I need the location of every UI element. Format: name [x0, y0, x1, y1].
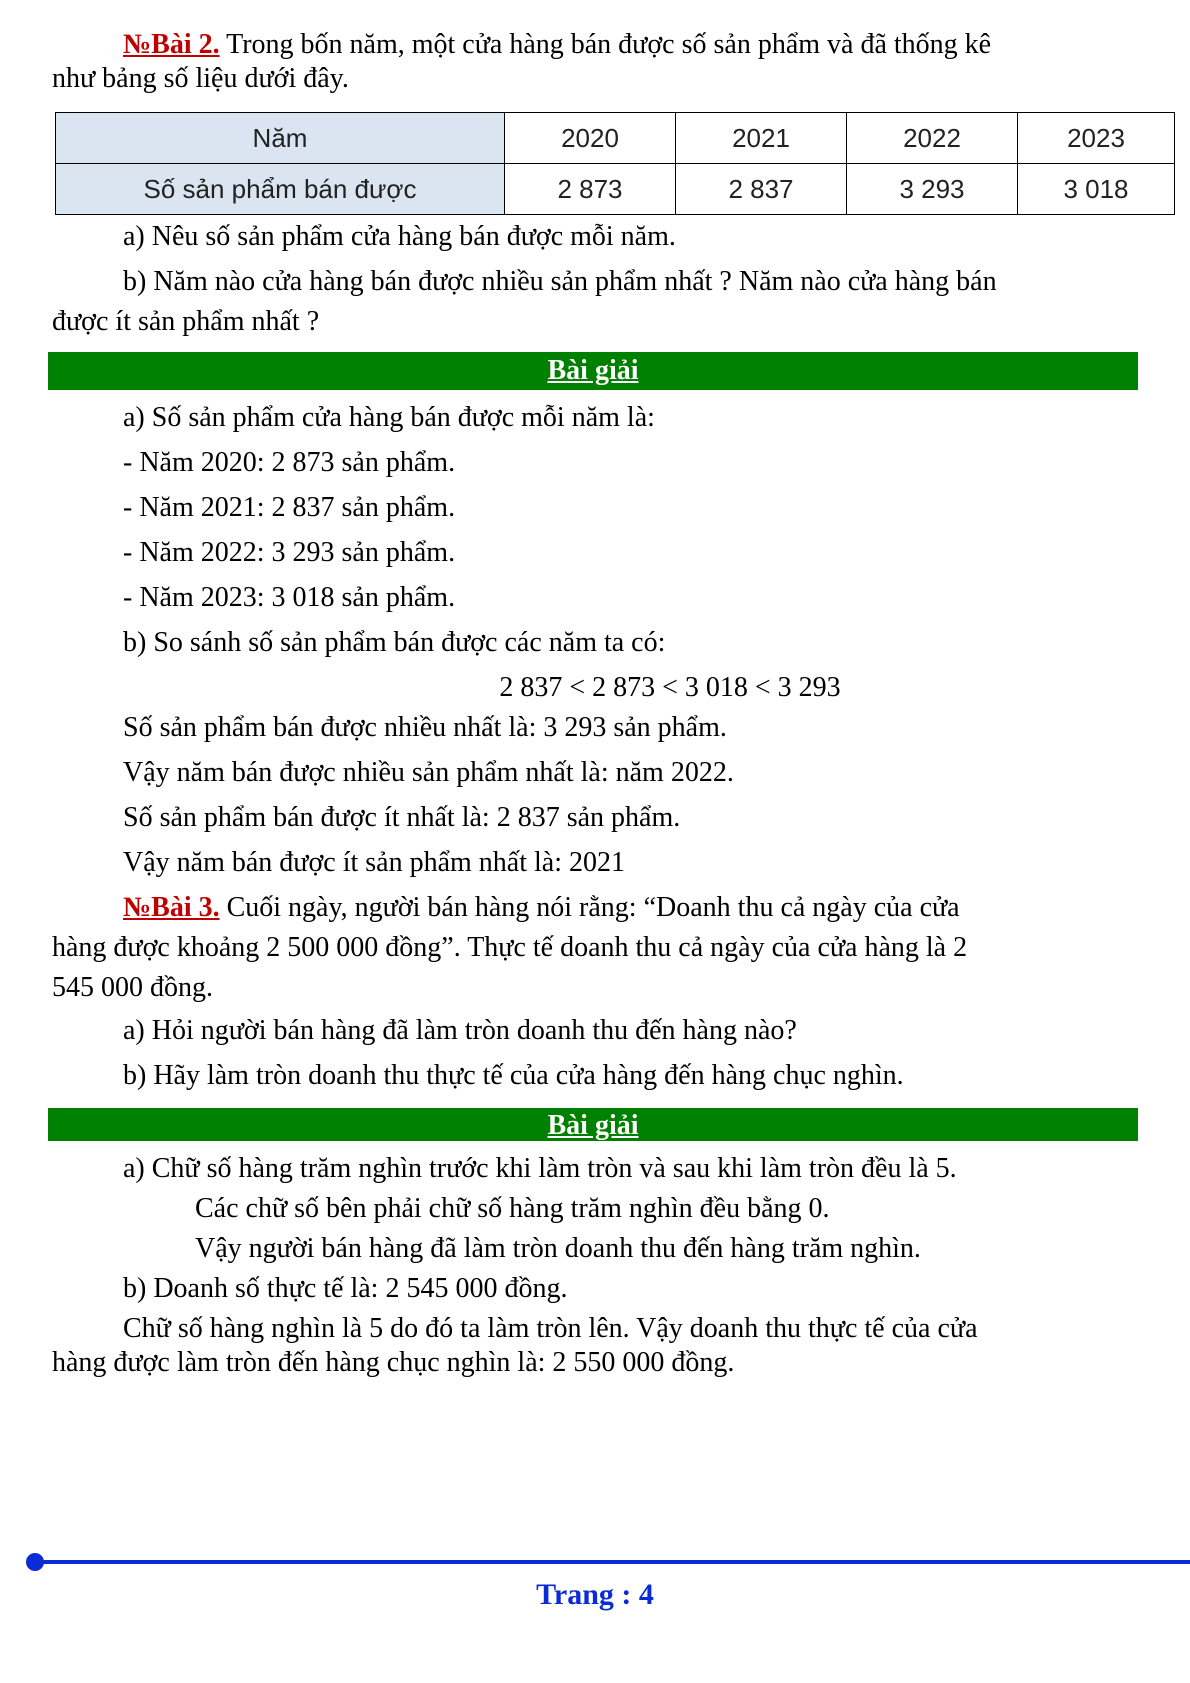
- table-cell-year: 2020: [505, 113, 676, 164]
- bai3-solution-b-line2: Chữ số hàng nghìn là 5 do đó ta làm tròn lên. Vậy doanh thu thực tế của cửa: [123, 1313, 978, 1344]
- bai3-intro-line1: №Bài 3. Cuối ngày, người bán hàng nói rằng: “Doanh thu cả ngày của cửa: [123, 892, 960, 923]
- bai2-solution-a-intro: a) Số sản phẩm cửa hàng bán được mỗi năm là:: [123, 402, 655, 433]
- page-number: Trang : 4: [536, 1578, 654, 1611]
- table-cell-year: 2021: [676, 113, 847, 164]
- solution-line: Vậy năm bán được ít sản phẩm nhất là: 2021: [123, 847, 625, 878]
- table-header-products: Số sản phẩm bán được: [56, 164, 505, 215]
- table-cell-year: 2022: [847, 113, 1018, 164]
- list-item: - Năm 2020: 2 873 sản phẩm.: [123, 447, 456, 478]
- solution-heading: Bài giải: [48, 1108, 1138, 1141]
- table-header-year: Năm: [56, 113, 505, 164]
- bai3-solution-b-line1: b) Doanh số thực tế là: 2 545 000 đồng.: [123, 1273, 568, 1304]
- bai2-question-b-line1: b) Năm nào cửa hàng bán được nhiều sản phẩm nhất ? Năm nào cửa hàng bán: [123, 266, 997, 297]
- bai3-solution-a-line1: a) Chữ số hàng trăm nghìn trước khi làm tròn và sau khi làm tròn đều là 5.: [123, 1153, 957, 1184]
- table-cell-value: 2 873: [505, 164, 676, 215]
- bai3-label: №Bài 3.: [123, 892, 220, 923]
- footer-divider-dot: [26, 1553, 44, 1571]
- comparison-expression: 2 837 < 2 873 < 3 018 < 3 293: [499, 672, 841, 703]
- bai3-intro-line2: hàng được khoảng 2 500 000 đồng”. Thực tế doanh thu cả ngày của cửa hàng là 2: [52, 932, 968, 963]
- bai3-intro-line3: 545 000 đồng.: [52, 972, 213, 1003]
- table-cell-value: 3 018: [1018, 164, 1175, 215]
- table-row: [56, 113, 1175, 164]
- bai2-intro-line2: như bảng số liệu dưới đây.: [52, 63, 349, 94]
- solution-line: Vậy năm bán được nhiều sản phẩm nhất là: năm 2022.: [123, 757, 734, 788]
- sales-table: [55, 112, 1175, 215]
- table-cell-year: 2023: [1018, 113, 1175, 164]
- solution-line: Số sản phẩm bán được nhiều nhất là: 3 293 sản phẩm.: [123, 712, 727, 743]
- bai3-question-b: b) Hãy làm tròn doanh thu thực tế của cửa hàng đến hàng chục nghìn.: [123, 1060, 904, 1091]
- bai3-solution-b-line3: hàng được làm tròn đến hàng chục nghìn là: 2 550 000 đồng.: [52, 1347, 735, 1378]
- bai3-question-a: a) Hỏi người bán hàng đã làm tròn doanh thu đến hàng nào?: [123, 1015, 797, 1046]
- list-item: - Năm 2022: 3 293 sản phẩm.: [123, 537, 456, 568]
- bai2-question-a: a) Nêu số sản phẩm cửa hàng bán được mỗi năm.: [123, 221, 676, 252]
- solution-heading: Bài giải: [48, 352, 1138, 390]
- table-row: [56, 164, 1175, 215]
- bai2-intro-line1: №Bài 2. Trong bốn năm, một cửa hàng bán được số sản phẩm và đã thống kê: [123, 29, 992, 60]
- list-item: - Năm 2021: 2 837 sản phẩm.: [123, 492, 456, 523]
- bai2-label: №Bài 2.: [123, 29, 220, 60]
- bai3-solution-a-line3: Vậy người bán hàng đã làm tròn doanh thu đến hàng trăm nghìn.: [195, 1233, 921, 1264]
- list-item: - Năm 2023: 3 018 sản phẩm.: [123, 582, 456, 613]
- table-cell-value: 3 293: [847, 164, 1018, 215]
- table-cell-value: 2 837: [676, 164, 847, 215]
- bai2-solution-b-intro: b) So sánh số sản phẩm bán được các năm ta có:: [123, 627, 666, 658]
- footer-divider: [32, 1560, 1190, 1564]
- bai2-question-b-line2: được ít sản phẩm nhất ?: [52, 306, 320, 337]
- solution-line: Số sản phẩm bán được ít nhất là: 2 837 sản phẩm.: [123, 802, 681, 833]
- bai3-solution-a-line2: Các chữ số bên phải chữ số hàng trăm nghìn đều bằng 0.: [195, 1193, 830, 1224]
